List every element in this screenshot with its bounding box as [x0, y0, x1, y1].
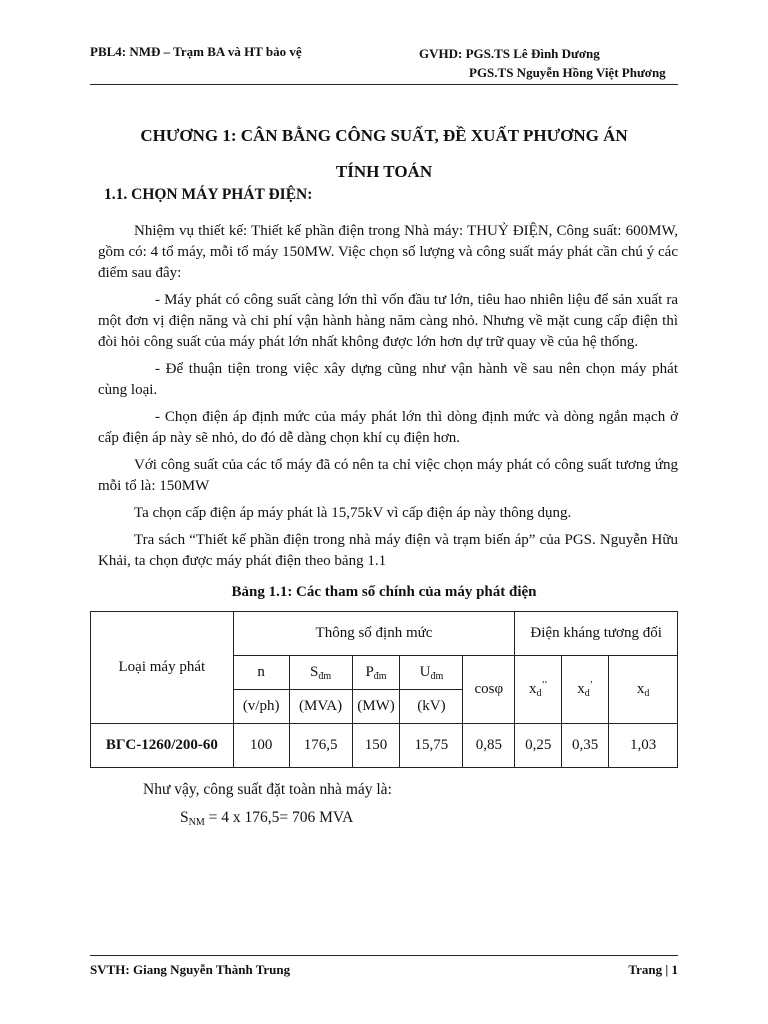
cell-xd-subtransient: 0,25	[515, 724, 562, 768]
page-number: Trang | 1	[628, 962, 678, 977]
chapter-title	[90, 118, 678, 190]
header-rule	[90, 84, 678, 85]
header-supervisor-1: GVHD: PGS.TS Lê Đình Dương	[419, 46, 600, 61]
header-course: PBL4: NMĐ – Trạm BA và HT bảo vệ	[90, 44, 302, 59]
header-cell-n: n	[233, 656, 289, 690]
paragraph-voltage: Ta chọn cấp điện áp máy phát là 15,75kV vì cấp điện áp này thông dụng.	[134, 505, 572, 521]
header-cell-rated: Thông số định mức	[233, 612, 515, 656]
header-cell-xd: $x_d$	[609, 656, 678, 724]
table-row	[91, 724, 678, 768]
unit-cell-s: (MVA)	[289, 690, 352, 724]
paragraph-task: Nhiệm vụ thiết kế: Thiết kế phần điện trong Nhà máy: THUỶ ĐIỆN, Công suất: 600MW, gồm có: 4 tổ máy, mỗi tổ máy 150MW. Việc chọn số lượng và công suất máy phát cần chú ý các điểm sau đây:	[98, 223, 678, 281]
header-supervisor-2: PGS.TS Nguyễn Hồng Việt Phương	[469, 65, 666, 80]
header-cell-xd-transient: $x_d^’$	[562, 656, 609, 724]
capacity-formula: $S_{NM} = 4$ x 176,5= 706 MVA	[180, 809, 354, 828]
header-cell-reactance: Điện kháng tương đối	[515, 612, 678, 656]
cell-xd: 1,03	[609, 724, 678, 768]
body-text	[98, 221, 678, 578]
cell-u: 15,75	[400, 724, 463, 768]
generator-parameters-table	[90, 611, 678, 768]
cell-p: 150	[352, 724, 400, 768]
header-cell-type: Loại máy phát	[91, 612, 234, 724]
cell-model: BΓC-1260/200-60	[91, 724, 234, 768]
cell-xd-transient: 0,35	[562, 724, 609, 768]
paragraph-reference: Tra sách “Thiết kế phần điện trong nhà máy điện và trạm biến áp” của PGS. Nguyễn Hữu Khải, ta chọn được máy phát điện theo bảng 1.1	[98, 532, 678, 569]
paragraph-point-3: - Chọn điện áp định mức của máy phát lớn thì dòng định mức và dòng ngắn mạch ở cấp điện áp này sẽ nhỏ, do đó dễ dàng chọn khí cụ điện hơn.	[98, 409, 678, 446]
unit-cell-u: (kV)	[400, 690, 463, 724]
header-cell-u: $U_{đm}$	[400, 656, 463, 690]
summary-text: Như vậy, công suất đặt toàn nhà máy là:	[143, 781, 392, 798]
cell-s: 176,5	[289, 724, 352, 768]
unit-cell-n: (v/ph)	[233, 690, 289, 724]
paragraph-point-1: - Máy phát có công suất càng lớn thì vốn đầu tư lớn, tiêu hao nhiên liệu để sản xuất ra một đơn vị điện năng và chi phí vận hành hàng năm càng nhỏ. Nhưng về mặt cung cấp điện thì đòi hỏi công suất của máy phát lớn nhất không được lớn hơn dự trữ quay về của hệ thống.	[98, 292, 678, 350]
plant-capacity-summary	[143, 776, 392, 837]
header-cell-s: $S_{đm}$	[289, 656, 352, 690]
header-cell-xd-subtransient: $x_d^{’’}$	[515, 656, 562, 724]
page-footer	[90, 962, 678, 978]
chapter-title-line-1: CHƯƠNG 1: CÂN BẰNG CÔNG SUẤT, ĐỀ XUẤT PHƯƠNG ÁN	[140, 126, 628, 145]
table-caption: Bảng 1.1: Các tham số chính của máy phát điện	[231, 584, 537, 600]
paragraph-point-2: - Để thuận tiện trong việc xây dựng cũng như vận hành về sau nên chọn máy phát cùng loại.	[98, 361, 678, 398]
cell-cos: 0,85	[463, 724, 515, 768]
footer-student: SVTH: Giang Nguyễn Thành Trung	[90, 962, 291, 977]
header-cell-cos: cosφ	[463, 656, 515, 724]
footer-rule	[90, 955, 678, 956]
header-supervisors	[419, 44, 666, 82]
section-title: 1.1. CHỌN MÁY PHÁT ĐIỆN:	[104, 186, 313, 203]
unit-cell-p: (MW)	[352, 690, 400, 724]
cell-n: 100	[233, 724, 289, 768]
chapter-title-line-2: TÍNH TOÁN	[335, 162, 433, 181]
header-cell-p: $P_{đm}$	[352, 656, 400, 690]
paragraph-capacity: Với công suất của các tổ máy đã có nên ta chỉ việc chọn máy phát có công suất tương ứng mỗi tổ là: 150MW	[98, 457, 678, 494]
